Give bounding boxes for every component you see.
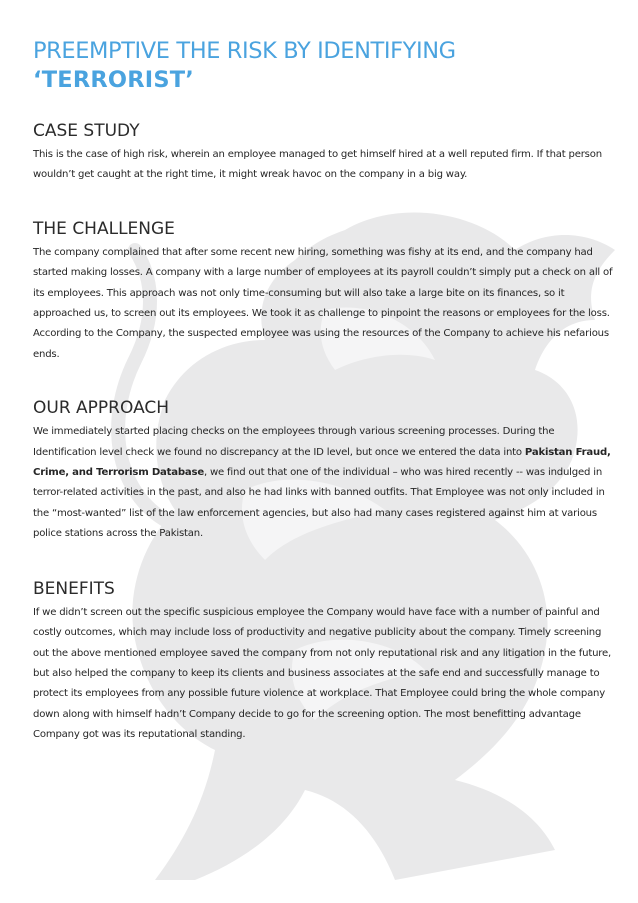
approach-text-start: We immediately started placing checks on the employees through various screening processes. During the Identification level check we found no discrepancy at the ID level, but once we entered the data into	[33, 426, 555, 458]
title-line-2: ‘TERRORIST’	[33, 67, 195, 93]
section-heading: BENEFITS	[33, 578, 115, 599]
approach-text-end: , we find out that one of the individual – who was hired recently -- was indulged in terror-related activities in the past, and also he had links with banned outfits. That Employee was not only included in the “most-wanted” list of the law enforcement agencies, but also had many cases registered against him at various police stations across the Pakistan.	[33, 467, 605, 540]
challenge-section	[33, 219, 614, 365]
section-text	[33, 422, 614, 544]
section-heading: THE CHALLENGE	[33, 218, 175, 239]
case-study-section	[33, 121, 614, 186]
section-text: If we didn’t screen out the specific suspicious employee the Company would have face with a number of painful and costly outcomes, which may include loss of productivity and negative publicity about the company. Timely screening out the above mentioned employee saved the company from not only reputational risk and any litigation in the future, but also helped the company to keep its clients and business associates at the safe end and successfully manage to protect its employees from any possible future violence at workplace. That Employee could bring the whole company down along with himself hadn’t Company decide to go for the screening option. The most benefitting advantage Company got was its reputational standing.	[33, 606, 612, 741]
title-line-1: PREEMPTIVE THE RISK BY IDENTIFYING	[33, 38, 456, 64]
section-heading: OUR APPROACH	[33, 398, 170, 419]
database-name: Pakistan Fraud, Crime, and Terrorism Database	[33, 446, 611, 479]
section-text: This is the case of high risk, wherein an employee managed to get himself hired at a well reputed firm. If that person wouldn’t get caught at the right time, it might wreak havoc on the company in a big way.	[33, 149, 602, 181]
benefits-section	[33, 579, 614, 746]
approach-section	[33, 398, 614, 544]
section-heading: CASE STUDY	[33, 121, 140, 141]
section-text: The company complained that after some recent new hiring, something was fishy at its end, and the company had started making losses. A company with a large number of employees at its payroll couldn’t simply put a check on all of its employees. This approach was not only time-consuming but will also take a large bite on its finances, so it approached us, to screen out its employees. We took it as challenge to pinpoint the reasons or employees for the loss. According to the Company, the suspected employee was using the resources of the Company to achieve his nefarious ends.	[33, 246, 613, 360]
page-title	[33, 37, 614, 95]
